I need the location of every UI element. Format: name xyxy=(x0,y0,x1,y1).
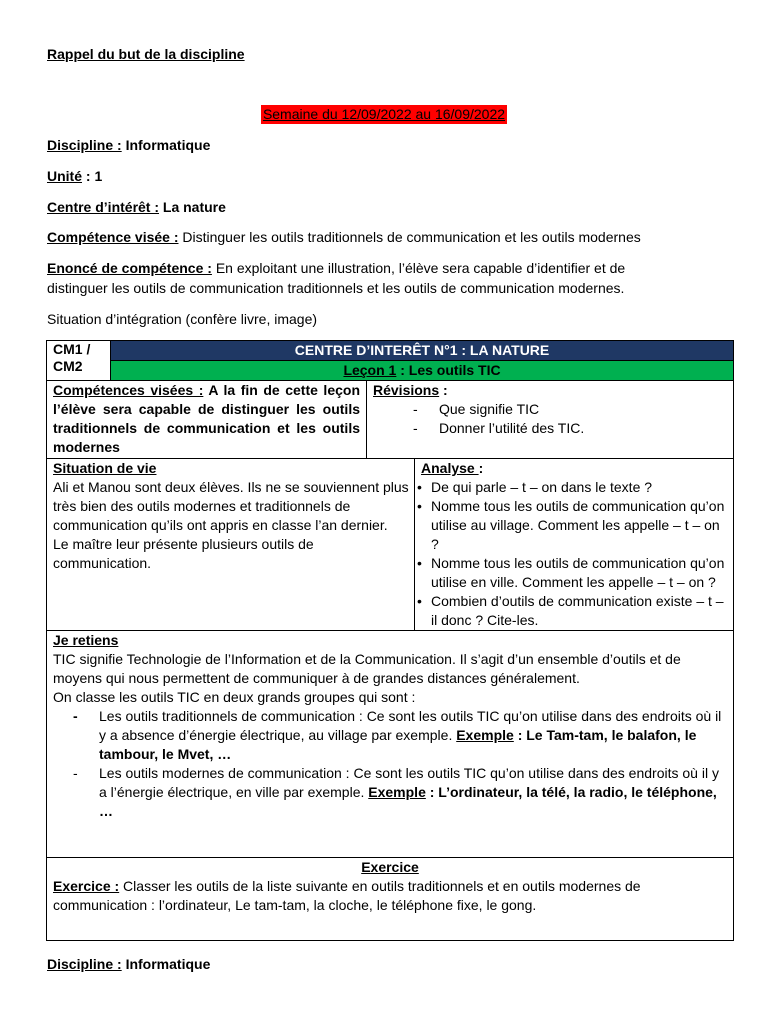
enonce-text-1: En exploitant une illustration, l’élève sera capable d’identifier et de xyxy=(215,260,626,276)
analyse-list xyxy=(417,478,727,630)
lecon-name: : Les outils TIC xyxy=(396,362,501,378)
traditional-example: : Le Tam-tam, le balafon, le tambour, le Mvet, … xyxy=(99,727,697,762)
retiens-paragraph-2: On classe les outils TIC en deux grands groupes qui sont : xyxy=(53,689,416,705)
retiens-list xyxy=(53,707,727,821)
week-highlight: Semaine du 12/09/2022 au 16/09/2022 xyxy=(262,106,506,122)
rappel-heading: Rappel du but de la discipline xyxy=(47,46,245,62)
retiens-paragraph-1: TIC signifie Technologie de l’Information et de la Communication. Il s’agit d’un ensemble d’outils et de moyens qui nous permettent de communiquer à de grandes distances généralement. xyxy=(53,651,681,686)
discipline-label: Discipline : xyxy=(47,137,122,153)
unite-value: : 1 xyxy=(85,168,103,184)
competences-cell xyxy=(47,381,367,459)
retiens-cell xyxy=(47,631,734,858)
competences-label: Compétences visées : xyxy=(53,382,204,398)
centre-value: La nature xyxy=(162,199,226,215)
modern-tools-text: Les outils modernes de communication : Ce sont les outils TIC qu’on utilise dans des endroits où il y a l’énergie électrique, en ville par exemple. xyxy=(99,765,719,800)
revisions-list xyxy=(373,400,727,438)
list-item xyxy=(73,707,727,764)
exercice-label: Exercice : xyxy=(53,878,120,894)
list-item: • Combien d’outils de communication existe – t – il donc ? Cite-les. xyxy=(417,592,727,630)
list-item: • De qui parle – t – on dans le texte ? xyxy=(417,478,727,497)
retiens-label: Je retiens xyxy=(53,632,119,648)
exercice-title: Exercice xyxy=(361,859,419,875)
centre-line xyxy=(47,198,226,217)
traditional-tools-text: Les outils traditionnels de communication : Ce sont les outils TIC qu’on utilise dans des endroits où il y a absence d’énergie électrique, au village par exemple. xyxy=(99,708,722,743)
discipline-value: Informatique xyxy=(125,137,211,153)
footer-discipline-line xyxy=(47,955,210,974)
exercice-cell xyxy=(47,858,734,941)
discipline-line xyxy=(47,136,210,155)
traditional-example-label: Exemple xyxy=(456,727,514,743)
footer-discipline-value: Informatique xyxy=(125,956,211,972)
situation-text: Ali et Manou sont deux élèves. Ils ne se souviennent plus très bien des outils modernes et traditionnels de communication qu’ils ont appris en classe l’an dernier. xyxy=(53,479,409,533)
enonce-text-2: distinguer les outils de communication traditionnels et les outils de communication modernes. xyxy=(47,280,625,296)
lecon-title xyxy=(111,361,734,381)
unite-line xyxy=(47,167,102,186)
competence-value: Distinguer les outils traditionnels de communication et les outils modernes xyxy=(182,229,641,245)
analyse-cell: Analyse : • De qui parle – t – on dans le texte ? • Nomme tous les outils de communication qu’on utilise au village. Comment les appelle – t – on ? • Nomme tous les outils de communication qu’on utilise en ville. Comment les appelle – t – on ? • Combien d’outils de communication existe – t – il donc ? Cite-les. xyxy=(415,459,734,631)
list-item: - Que signifie TIC xyxy=(413,400,727,419)
level-cell: CM1 / CM2 xyxy=(47,341,111,381)
enonce-line1 xyxy=(47,259,625,278)
competence-line xyxy=(47,228,641,247)
competences-text: A la fin de cette leçon l’élève sera capable de distinguer les outils traditionnels de communication et les outils modernes xyxy=(53,382,360,455)
exercice-text: Classer les outils de la liste suivante en outils traditionnels et en outils modernes de communication : l’ordinateur, Le tam-tam, la cloche, le téléphone fixe, le gong. xyxy=(53,878,641,913)
unite-label: Unité xyxy=(47,168,82,184)
list-item xyxy=(73,764,727,821)
revisions-cell: Révisions : - Que signifie TIC - Donner l’utilité des TIC. xyxy=(367,381,734,459)
analyse-label: Analyse xyxy=(421,460,479,476)
modern-example-label: Exemple xyxy=(368,784,426,800)
competence-label: Compétence visée : xyxy=(47,229,179,245)
centre-title: CENTRE D’INTERÊT N°1 : LA NATURE xyxy=(111,341,734,361)
lesson-table xyxy=(46,340,734,941)
modern-example: : L’ordinateur, la télé, la radio, le téléphone, … xyxy=(99,784,717,819)
situation-text-2: Le maître leur présente plusieurs outils de communication. xyxy=(53,536,314,571)
list-item: • Nomme tous les outils de communication qu’on utilise au village. Comment les appelle – t – on ? xyxy=(417,497,727,554)
list-item: • Nomme tous les outils de communication qu’on utilise en ville. Comment les appelle – t – on ? xyxy=(417,554,727,592)
situation-cell xyxy=(47,459,415,631)
week-line xyxy=(0,105,768,124)
lecon-label: Leçon 1 xyxy=(343,362,397,378)
revisions-label: Révisions xyxy=(373,382,440,398)
centre-label: Centre d’intérêt : xyxy=(47,199,160,215)
situation-label: Situation de vie xyxy=(53,460,157,476)
situation-integration: Situation d’intégration (confère livre, image) xyxy=(47,311,318,327)
enonce-label: Enoncé de compétence : xyxy=(47,260,212,276)
footer-discipline-label: Discipline : xyxy=(47,956,122,972)
list-item: - Donner l’utilité des TIC. xyxy=(413,419,727,438)
